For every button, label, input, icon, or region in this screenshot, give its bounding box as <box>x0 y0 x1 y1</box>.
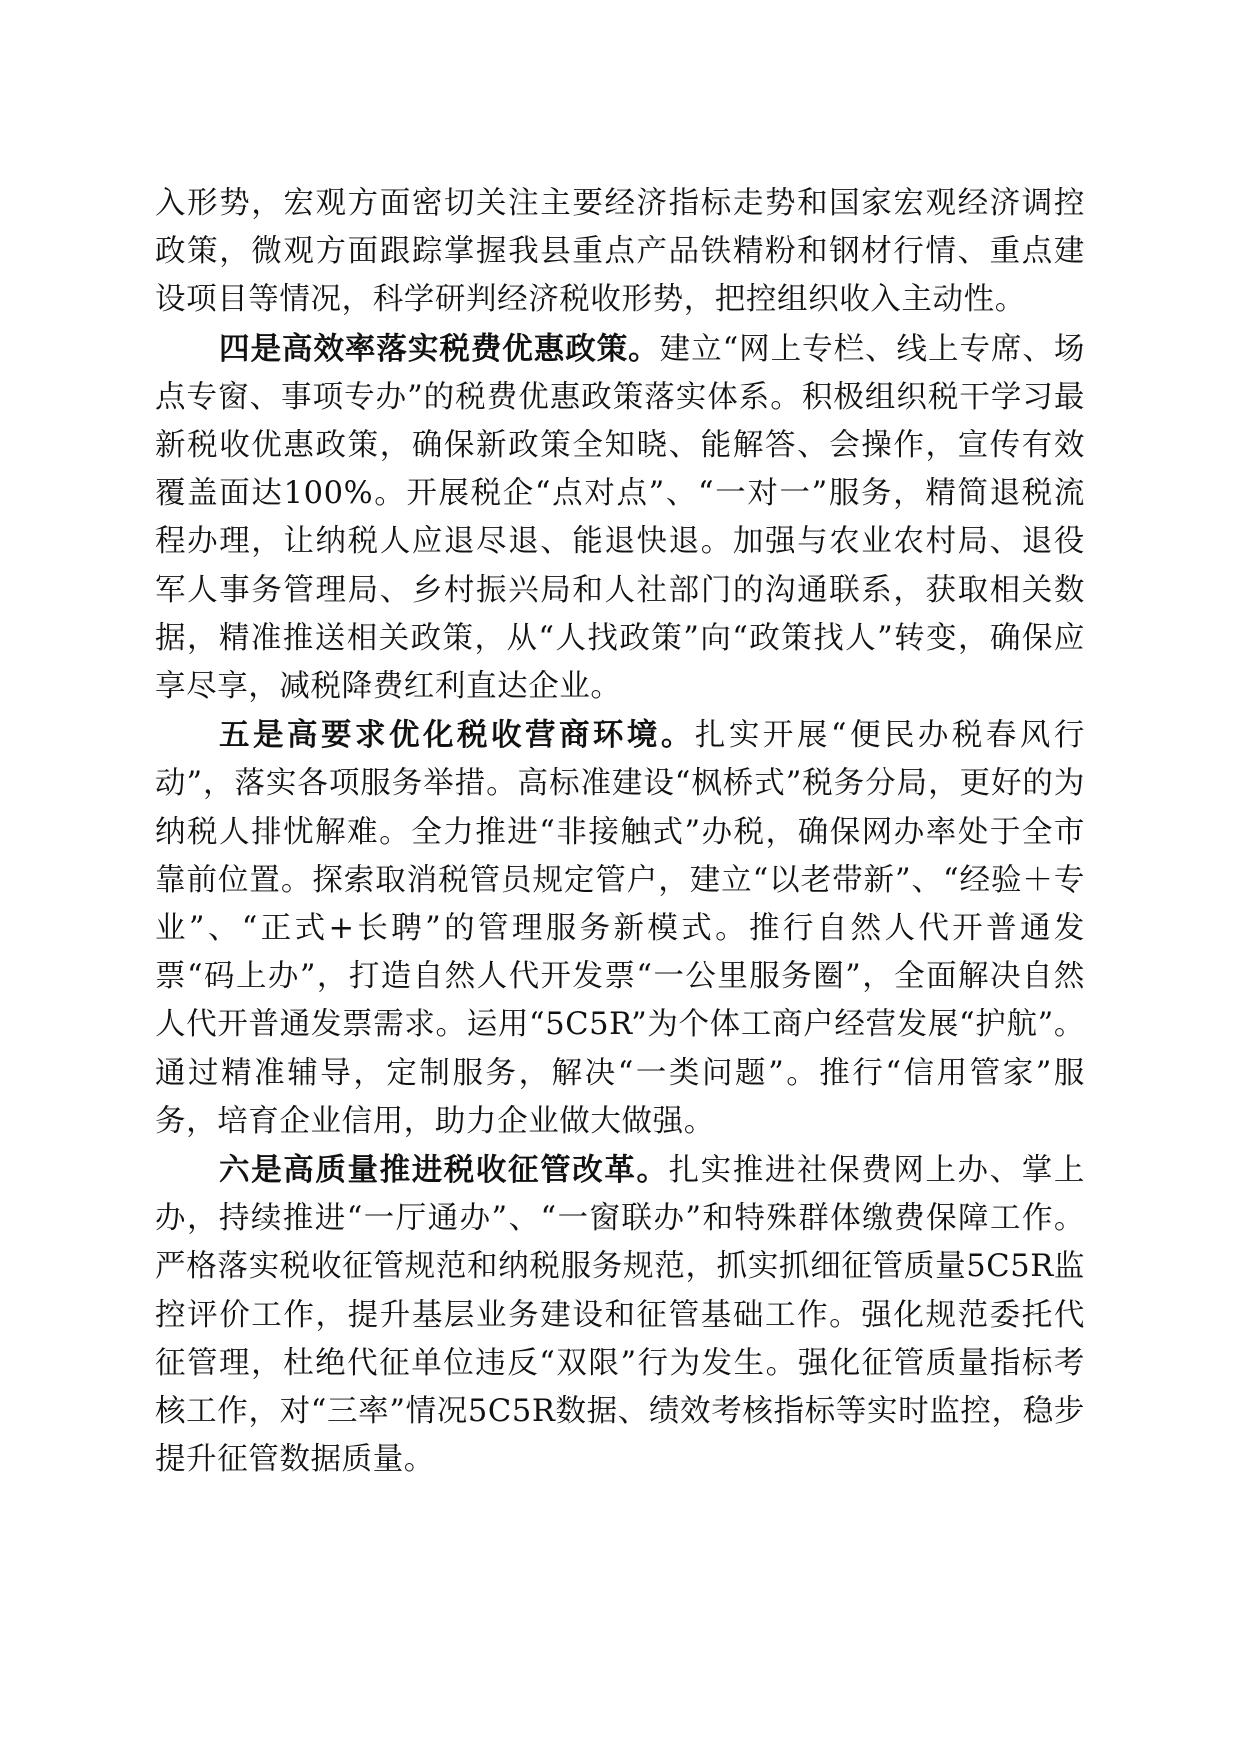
paragraph-continuation <box>155 180 1085 325</box>
paragraph-body: 扎实开展“便民办税春风行动”，落实各项服务举措。高标准建设“枫桥式”税务分局，更好的为纳税人排忧解难。全力推进“非接触式”办税，确保网办率处于全市靠前位置。探索取消税管员规定管户，建立“以老带新”、“经验＋专业”、“正式+长聘”的管理服务新模式。推行自然人代开普通发票“码上办”，打造自然人代开发票“一公里服务圈”，全面解决自然人代开普通发票需求。运用“5C5R”为个体工商户经营发展“护航”。通过精准辅导，定制服务，解决“一类问题”。推行“信用管家”服务，培育企业信用，助力企业做大做强。 <box>155 718 1085 1139</box>
paragraph-body: 建立“网上专栏、线上专席、场点专窗、事项专办”的税费优惠政策落实体系。积极组织税干学习最新税收优惠政策，确保新政策全知晓、能解答、会操作，宣传有效覆盖面达100%。开展税企“点对点”、“一对一”服务，精简退税流程办理，让纳税人应退尽退、能退快退。加强与农业农村局、退役军人事务管理局、乡村振兴局和人社部门的沟通联系，获取相关数据，精准推送相关政策，从“人找政策”向“政策找人”转变，确保应享尽享，减税降费红利直达企业。 <box>155 331 1085 705</box>
paragraph-body: 扎实推进社保费网上办、掌上办，持续推进“一厅通办”、“一窗联办”和特殊群体缴费保障工作。严格落实税收征管规范和纳税服务规范，抓实抓细征管质量5C5R监控评价工作，提升基层业务建设和征管基础工作。强化规范委托代征管理，杜绝代征单位违反“双限”行为发生。强化征管质量指标考核工作，对“三率”情况5C5R数据、绩效考核指标等实时监控，稳步提升征管数据质量。 <box>155 1153 1085 1478</box>
document-body <box>155 180 1085 1484</box>
paragraph-tax-incentive-policy <box>155 325 1085 712</box>
paragraph-heading: 四是高效率落实税费优惠政策。 <box>219 330 660 367</box>
paragraph-business-environment <box>155 711 1085 1146</box>
paragraph-body: 入形势，宏观方面密切关注主要经济指标走势和国家宏观经济调控政策，微观方面跟踪掌握我县重点产品铁精粉和钢材行情、重点建设项目等情况，科学研判经济税收形势，把控组织收入主动性。 <box>155 186 1085 318</box>
paragraph-heading: 五是高要求优化税收营商环境。 <box>219 717 695 754</box>
paragraph-collection-reform <box>155 1146 1085 1484</box>
paragraph-heading: 六是高质量推进税收征管改革。 <box>219 1152 669 1189</box>
